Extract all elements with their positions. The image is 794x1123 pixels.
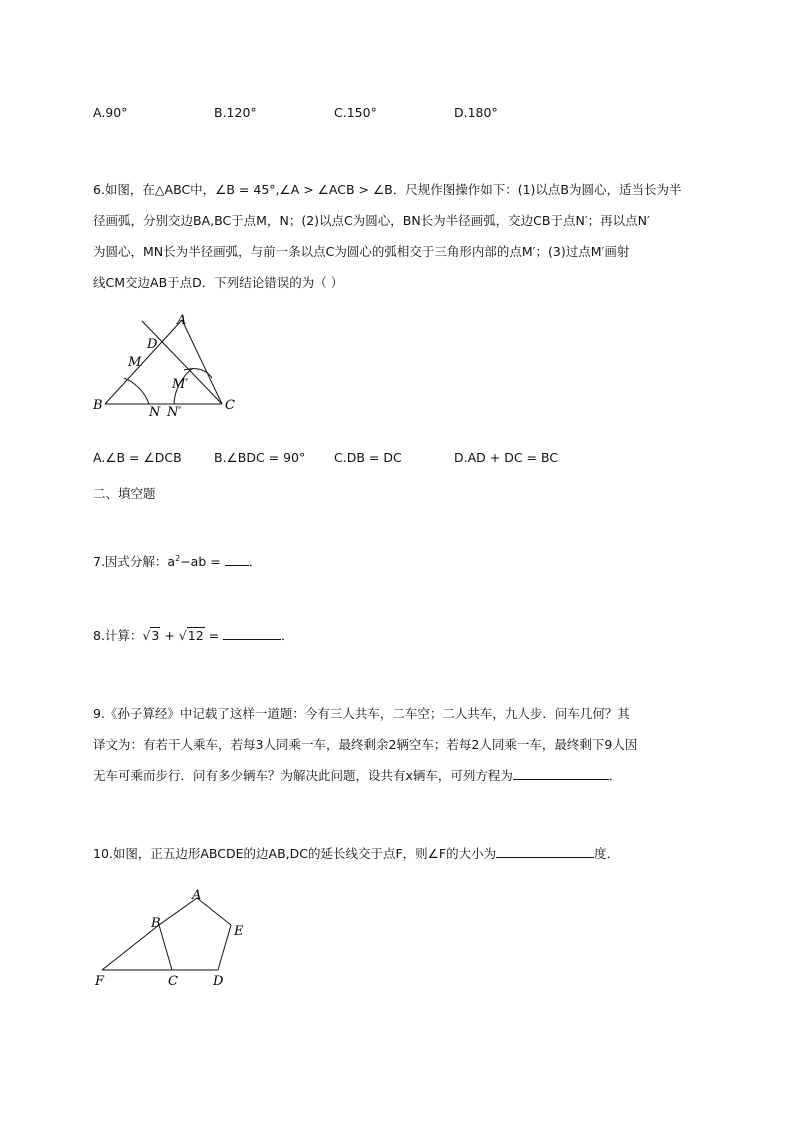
label-m-prime: M′ [172,377,189,392]
q8-plus: + [164,628,175,643]
q7-answer-blank[interactable] [225,553,249,566]
q6-line-2: 径画弧，分别交边BA,BC于点M，N；(2)以点C为圆心，BN长为半径画弧，交边CB于点N′；再以点N′ [93,213,650,228]
segment-ba [105,320,182,404]
q10-pentagon-figure [90,884,260,992]
q6-option-a: A.∠B = ∠DCB [93,450,182,465]
q9-end: ． [608,768,622,783]
q8-equals: = [208,628,220,643]
label-a: A [177,313,187,328]
q9-line-3-text: 无车可乘而步行．问有多少辆车？为解决此问题，设共有x辆车，可列方程为 [93,768,513,783]
label-d: D [213,974,224,989]
q6-option-b: B.∠BDC = 90° [214,450,306,465]
q10-answer-blank[interactable] [496,845,594,858]
q8-sqrt-12: √12 [178,628,204,643]
label-c: C [168,974,178,989]
q6-triangle-figure [88,308,248,426]
q6-option-d: D.AD + DC = BC [454,450,559,465]
label-m: M [128,355,142,370]
q8-answer-blank[interactable] [223,627,281,640]
q9-line-3 [93,767,621,784]
q5-option-a: A.90° [93,105,128,120]
q9-line-2: 译文为：有若干人乘车，若每3人同乘一车，最终剩余2辆空车；若每2人同乘一车，最终剩下9人因 [93,737,638,752]
label-n: N [149,405,161,420]
label-b: B [93,398,103,413]
section-2-title: 二、填空题 [93,486,156,501]
label-b: B [151,916,161,931]
label-e: E [234,924,244,939]
extension-ab [102,925,159,970]
label-f: F [95,974,105,989]
q5-option-c: C.150° [334,105,377,120]
label-c: C [225,398,235,413]
q6-line-1: 6.如图，在△ABC中，∠B = 45°,∠A > ∠ACB > ∠B．尺规作图操作如下：(1)以点B为圆心，适当长为半 [93,182,682,197]
q7-end: ． [248,554,262,570]
q8-prefix: 8.计算： [93,628,143,643]
q10-end: 度． [594,846,620,861]
arc-mn [124,378,149,404]
q6-option-c: C.DB = DC [334,450,402,465]
pentagon-abcde [159,898,231,970]
q7-rest: −ab = [180,554,221,570]
q5-option-b: B.120° [214,105,257,120]
q7-text [93,550,261,570]
q7-prefix: 7.因式分解：a [93,554,176,570]
q8-text [93,627,294,644]
q8-end: ． [281,628,294,643]
q6-line-3: 为圆心，MN长为半径画弧，与前一条以点C为圆心的弧相交于三角形内部的点M′；(3)过点M′画射 [93,244,630,259]
q9-answer-blank[interactable] [513,767,609,780]
q9-line-1: 9.《孙子算经》中记载了这样一道题：今有三人共车，二车空；二人共车，九人步．问车几何？其 [93,706,630,721]
q8-sqrt-3: √3 [142,628,160,643]
label-a: A [192,888,202,903]
label-n-prime: N′ [167,405,182,420]
q10-text: 10.如图，正五边形ABCDE的边AB,DC的延长线交于点F，则∠F的大小为 [93,846,497,861]
q5-option-d: D.180° [454,105,498,120]
q10-text-line [93,845,619,862]
q6-line-4: 线CM交边AB于点D．下列结论错误的为（ ） [93,275,344,290]
q7-exponent: 2 [175,554,181,563]
label-d: D [147,337,158,352]
